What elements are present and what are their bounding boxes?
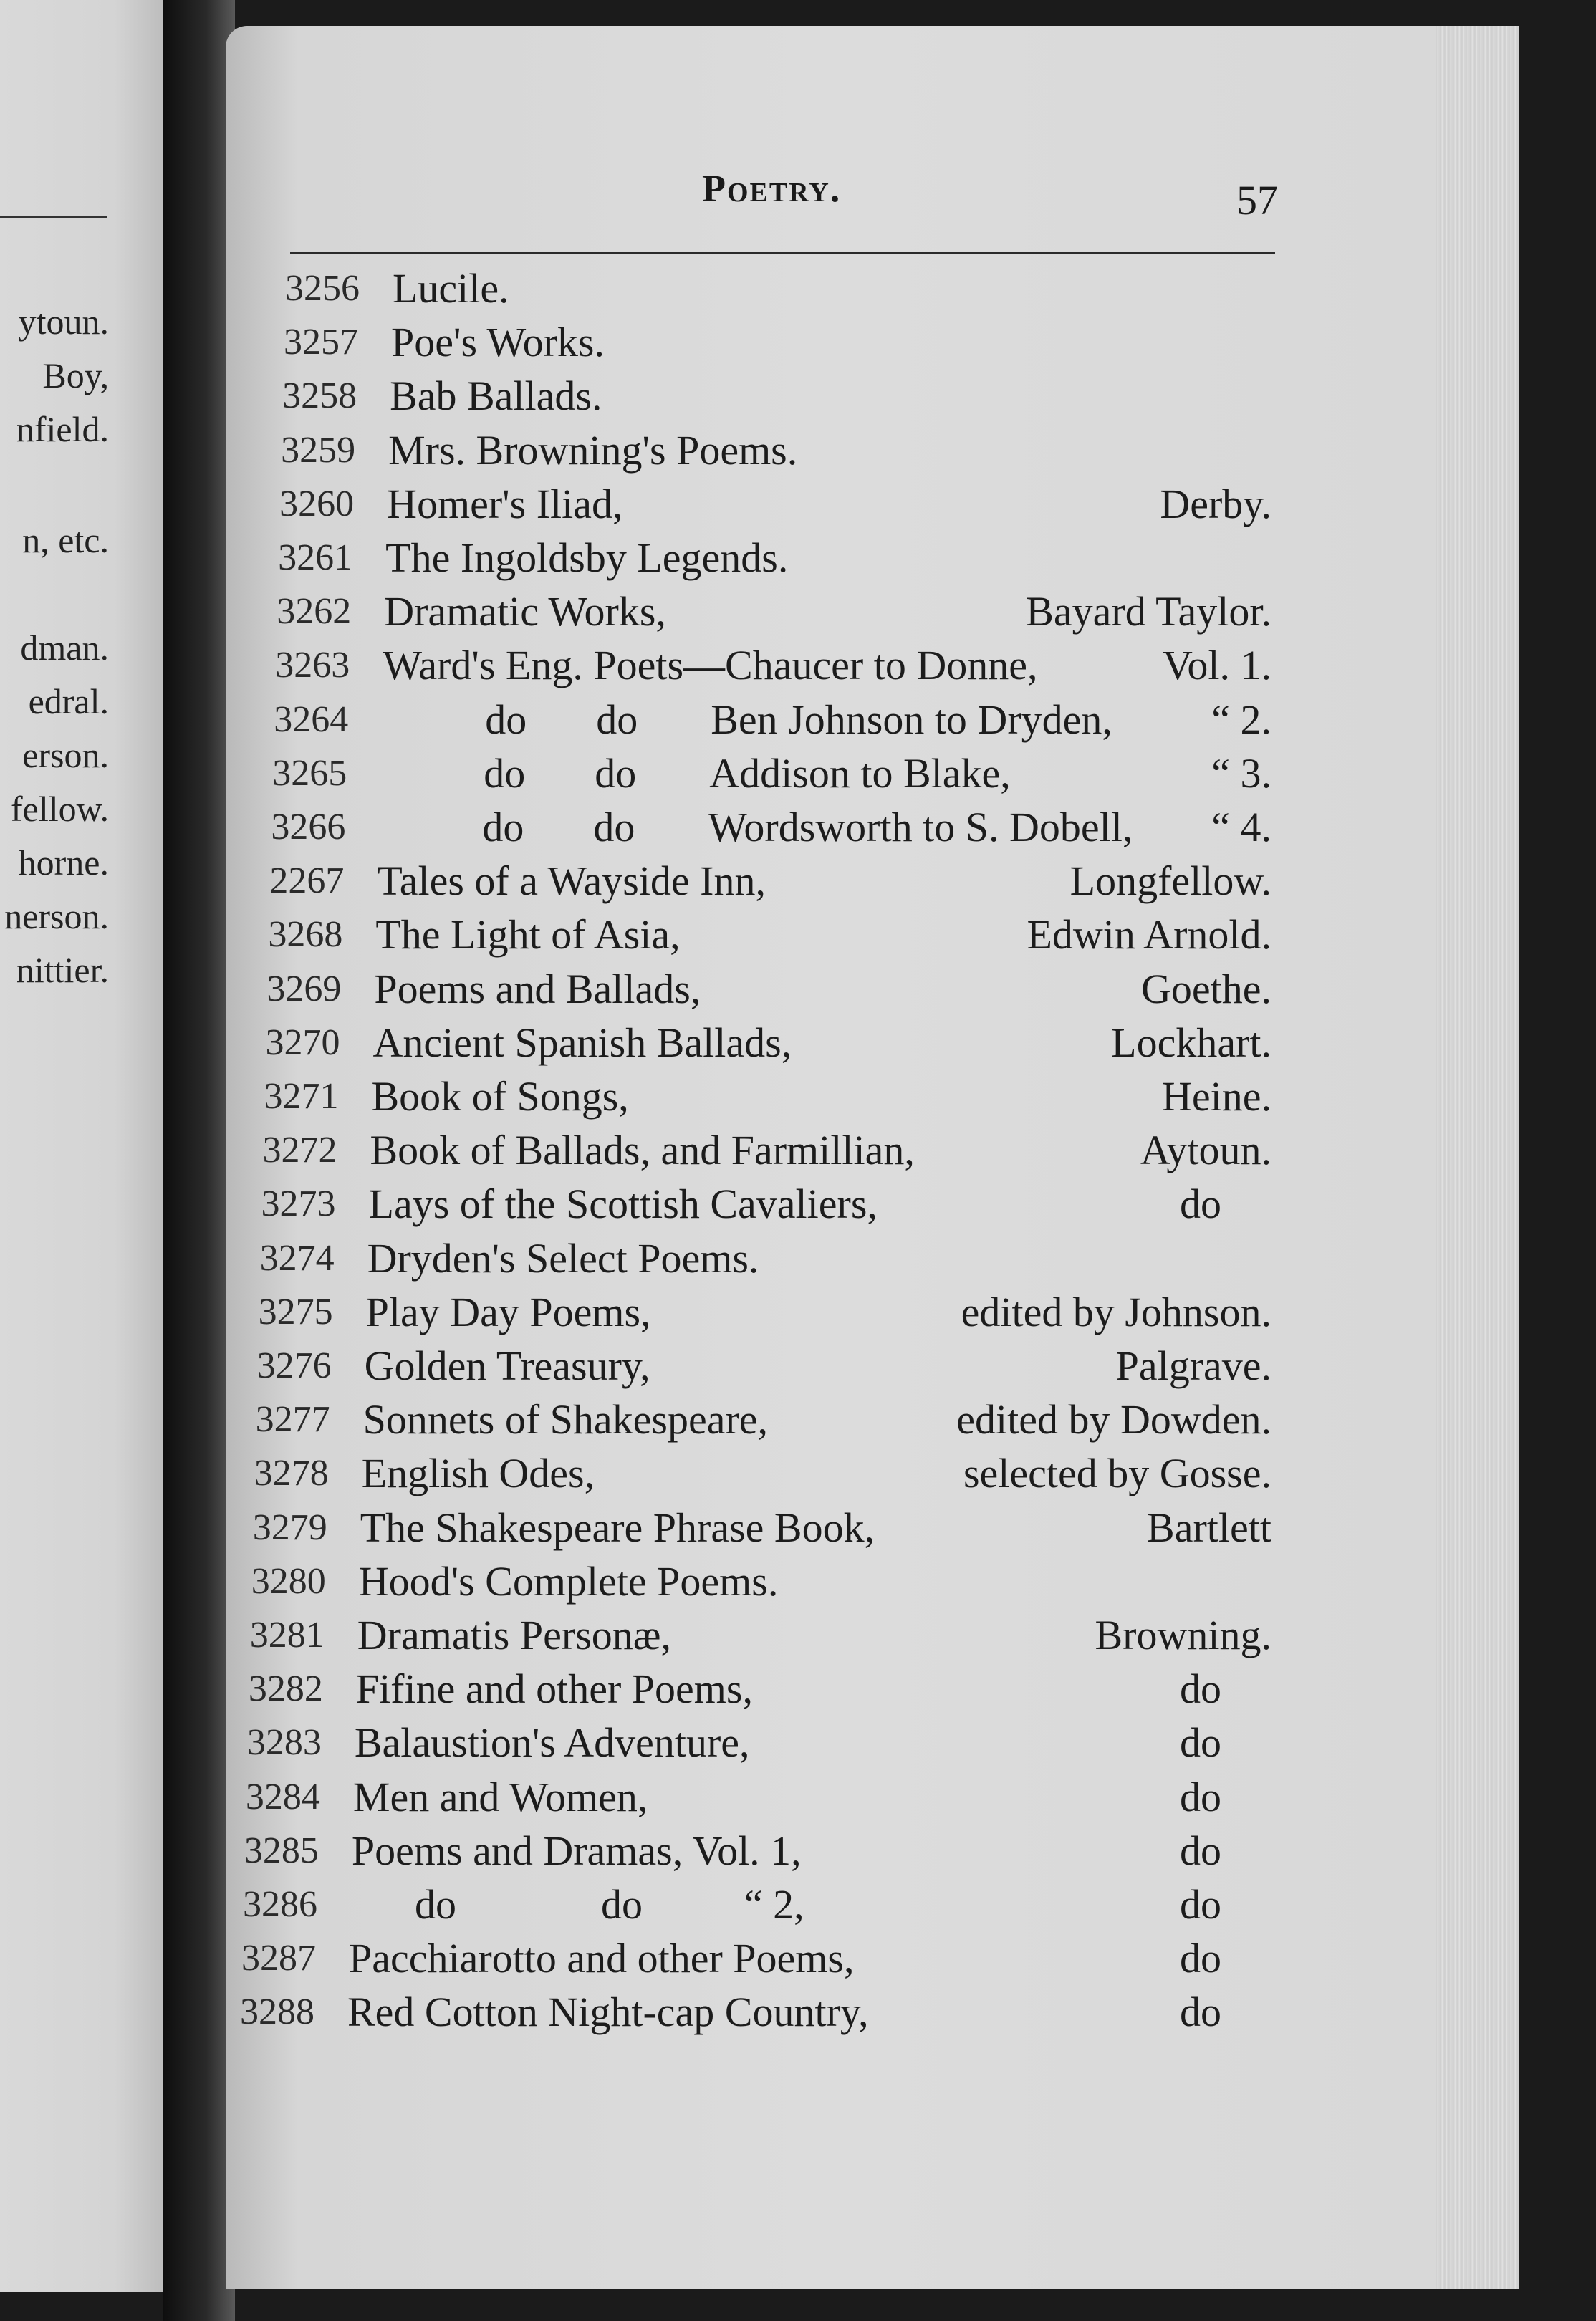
entry-number: 3266 (271, 807, 346, 847)
ditto-mark: do (595, 749, 637, 797)
entry-author: Bartlett (1147, 1504, 1271, 1551)
entry-title: Ward's Eng. Poets—Chaucer to Donne, (383, 642, 1038, 689)
entry-number: 3271 (264, 1076, 339, 1117)
entry-author: do (1180, 1935, 1221, 1982)
entry-title: Hood's Complete Poems. (358, 1557, 779, 1605)
ditto-mark: do (485, 696, 527, 743)
entry-number: 3282 (248, 1668, 323, 1710)
entry-number: 3280 (251, 1560, 326, 1602)
catalog-entry (259, 1287, 1271, 1337)
header-rule (290, 252, 1275, 254)
entry-number: 3261 (278, 537, 353, 578)
entry-number: 3278 (254, 1453, 329, 1494)
left-fragment: n, etc. (22, 520, 109, 560)
entry-author: Edwin Arnold. (1027, 911, 1271, 958)
catalog-entry (269, 856, 1271, 906)
entry-number: 3268 (268, 914, 343, 956)
entry-title: Book of Songs, (371, 1073, 629, 1120)
entry-number: 3283 (246, 1722, 322, 1764)
entry-title: Balaustion's Adventure, (354, 1719, 750, 1767)
catalog-entry (271, 802, 1271, 852)
entry-description: Addison to Blake, (709, 749, 1011, 797)
ditto-mark: do (600, 1881, 643, 1928)
catalog-entry (279, 479, 1271, 529)
left-fragment: nerson. (4, 896, 109, 936)
entry-author: Derby. (1160, 480, 1271, 527)
entry-title: Dramatis Personæ, (357, 1612, 671, 1658)
entry-number: 3288 (240, 1991, 314, 2033)
entry-number: 3257 (284, 322, 359, 363)
page-number: 57 (1236, 177, 1278, 224)
ditto-mark: do (596, 696, 638, 743)
entry-author: Browning. (1095, 1612, 1271, 1658)
entry-author: Aytoun. (1140, 1127, 1271, 1174)
catalog-entry (251, 1557, 1271, 1607)
catalog-entry (277, 587, 1271, 637)
entry-author: Vol. 1. (1162, 642, 1271, 689)
catalog-entry (282, 371, 1271, 421)
left-page-rule (0, 216, 107, 218)
entry-title: Red Cotton Night-cap Country, (347, 1989, 869, 2036)
entry-number: 3272 (262, 1130, 337, 1171)
entry-number: 3260 (279, 483, 355, 524)
catalog-entry (272, 749, 1271, 799)
entry-title: Lays of the Scottish Cavaliers, (368, 1181, 878, 1228)
entry-number: 3273 (261, 1183, 336, 1225)
entry-description: Ben Johnson to Dryden, (711, 696, 1112, 743)
entry-description: “ 2, (744, 1881, 804, 1928)
catalog-entry (254, 1448, 1271, 1499)
entry-author: do (1180, 1827, 1221, 1874)
entry-author: edited by Johnson. (961, 1288, 1271, 1335)
catalog-entry (264, 1072, 1271, 1122)
entry-number: 3269 (266, 968, 342, 1009)
catalog-entry (285, 264, 1271, 314)
entry-number: 3264 (274, 698, 349, 740)
book-gutter (163, 0, 235, 2321)
entry-title: English Odes, (361, 1450, 595, 1497)
catalog-entry (278, 533, 1271, 583)
entry-title: Fifine and other Poems, (355, 1666, 753, 1713)
entry-number: 3274 (259, 1237, 335, 1279)
entry-title: Poe's Works. (391, 319, 605, 366)
catalog-entry (250, 1610, 1271, 1661)
catalog-entry (263, 1125, 1272, 1176)
catalog-entry (241, 1933, 1271, 1984)
entry-number: 3287 (241, 1938, 316, 1979)
catalog-entry (257, 1341, 1271, 1391)
entry-description: Wordsworth to S. Dobell, (708, 804, 1133, 850)
entry-author: do (1180, 1989, 1221, 2036)
entry-number: 3279 (252, 1507, 327, 1548)
entry-author: Goethe. (1141, 965, 1271, 1012)
left-fragment: fellow. (11, 789, 109, 829)
entry-title: Tales of a Wayside Inn, (377, 857, 766, 905)
page-edges (1426, 26, 1519, 2289)
entry-number: 3265 (272, 752, 347, 794)
catalog-entry (275, 640, 1271, 691)
entry-author: Bayard Taylor. (1026, 588, 1271, 635)
entry-author: do (1180, 1719, 1221, 1767)
entry-number: 3276 (256, 1345, 332, 1386)
entry-title: Dryden's Select Poems. (367, 1234, 759, 1282)
entry-number: 2267 (269, 860, 345, 902)
entry-number: 3262 (277, 591, 352, 633)
left-fragment: nittier. (16, 950, 109, 990)
entry-number: 3263 (275, 645, 350, 686)
left-fragment: erson. (22, 735, 109, 775)
left-fragment: nfield. (16, 409, 109, 449)
entry-title: Poems and Dramas, Vol. 1, (351, 1827, 802, 1874)
catalog-entry (247, 1718, 1271, 1768)
left-fragment: Boy, (42, 355, 109, 395)
catalog-entry (261, 1179, 1271, 1229)
entry-title: The Light of Asia, (375, 911, 681, 958)
entry-number: 3258 (282, 375, 357, 417)
entry-author: Heine. (1162, 1073, 1271, 1120)
ditto-mark: do (414, 1881, 456, 1928)
entry-title: Men and Women, (352, 1773, 648, 1820)
entry-author: do (1180, 1881, 1221, 1928)
entry-number: 3270 (265, 1022, 340, 1063)
entry-number: 3284 (245, 1776, 320, 1817)
entry-author: “ 2. (1211, 696, 1271, 743)
entry-title: Golden Treasury, (364, 1342, 650, 1389)
entry-author: Palgrave. (1115, 1342, 1271, 1389)
catalog-entry (240, 1987, 1271, 2037)
entry-number: 3275 (258, 1291, 333, 1332)
left-facing-page (0, 0, 163, 2292)
catalog-entry (274, 695, 1271, 745)
entry-title: Sonnets of Shakespeare, (362, 1396, 769, 1443)
entry-title: Mrs. Browning's Poems. (388, 426, 798, 474)
catalog-entry (260, 1234, 1271, 1284)
entry-title: Ancient Spanish Ballads, (372, 1019, 792, 1066)
entry-author: “ 4. (1211, 804, 1271, 850)
entry-title: Pacchiarotto and other Poems, (348, 1935, 855, 1982)
entry-title: Lucile. (393, 265, 509, 312)
catalog-entry (244, 1826, 1271, 1876)
entry-title: Play Day Poems, (365, 1288, 651, 1335)
left-fragment: edral. (28, 681, 109, 721)
entry-author: do (1180, 1666, 1221, 1713)
ditto-mark: do (593, 804, 635, 850)
catalog-entry (265, 1018, 1271, 1068)
left-fragment: ytoun. (18, 302, 109, 342)
entry-number: 3285 (244, 1830, 319, 1871)
catalog-entry (249, 1664, 1271, 1714)
left-fragment: horne. (18, 842, 109, 883)
entry-author: “ 3. (1211, 749, 1271, 797)
left-fragment: dman. (20, 628, 109, 668)
entry-title: The Ingoldsby Legends. (385, 534, 789, 581)
entry-title: Dramatic Works, (384, 588, 666, 635)
entry-number: 3277 (255, 1399, 330, 1441)
entry-number: 3259 (281, 429, 356, 471)
catalog-entry (268, 910, 1271, 960)
catalog-entry (284, 317, 1271, 367)
entry-author: Longfellow. (1069, 857, 1271, 905)
catalog-entry (256, 1395, 1271, 1445)
entry-title: Poems and Ballads, (374, 965, 701, 1012)
catalog-entry (266, 964, 1271, 1014)
catalog-entry (281, 426, 1271, 476)
entry-number: 3256 (285, 268, 360, 309)
entry-number: 3281 (249, 1615, 325, 1656)
catalog-entry (243, 1880, 1271, 1930)
entry-author: do (1180, 1773, 1221, 1820)
catalog-entry (246, 1772, 1271, 1822)
running-title: Poetry. (702, 167, 842, 210)
entry-title: Book of Ballads, and Farmillian, (370, 1127, 915, 1174)
entry-title: The Shakespeare Phrase Book, (360, 1504, 875, 1551)
entry-author: selected by Gosse. (963, 1450, 1271, 1497)
ditto-mark: do (482, 804, 524, 850)
entry-number: 3286 (242, 1884, 317, 1925)
entry-author: Lockhart. (1111, 1019, 1271, 1066)
entry-author: do (1180, 1181, 1221, 1228)
catalog-entry (253, 1503, 1271, 1553)
entry-title: Homer's Iliad, (387, 480, 623, 527)
entry-title: Bab Ballads. (390, 373, 602, 420)
ditto-mark: do (484, 749, 526, 797)
entry-author: edited by Dowden. (956, 1396, 1271, 1443)
